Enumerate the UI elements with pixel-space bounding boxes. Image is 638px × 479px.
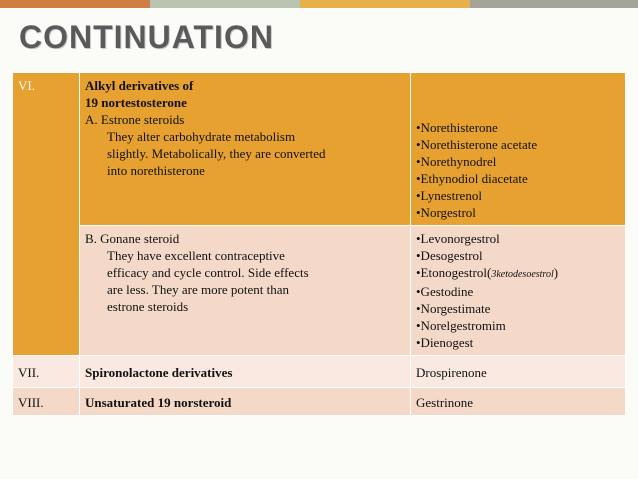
drug-item: •Norelgestromim [416, 318, 506, 333]
drug-item: •Norethisterone acetate [416, 137, 538, 152]
table-row [13, 388, 626, 416]
cell-gonane-steroid [80, 226, 411, 356]
drug-item: •Lynestrenol [416, 188, 482, 203]
subclass-a-desc-line: They alter carbohydrate metabolism [107, 129, 296, 144]
class-name-vii: Spironolactone derivatives [80, 356, 411, 388]
drug-item [416, 264, 620, 283]
subclass-b-desc-line: efficacy and cycle control. Side effects [107, 265, 309, 280]
drug-item: •Norgestrol [416, 205, 476, 220]
cell-estrone-steroids [80, 73, 411, 226]
drug-item-close: ) [553, 265, 559, 280]
class-heading-line2: 19 nortestosterone [85, 95, 187, 110]
subclass-a-desc-line: slightly. Metabolically, they are converted [107, 146, 326, 161]
subclass-b-label: B. Gonane steroid [85, 231, 180, 246]
drug-item: •Desogestrol [416, 248, 483, 263]
subclass-b-desc-line: estrone steroids [107, 299, 189, 314]
steroid-table [12, 72, 626, 416]
cell-gonane-drugs [411, 226, 626, 356]
table-row [13, 356, 626, 388]
subclass-b-desc-line: are less. They are more potent than [107, 282, 290, 297]
subclass-a-desc-line: into norethisterone [107, 163, 205, 178]
top-stripe-gray [470, 0, 638, 8]
drug-item: •Dienogest [416, 335, 474, 350]
drug-viii: Gestrinone [411, 388, 626, 416]
drug-item: •Ethynodiol diacetate [416, 171, 528, 186]
drug-item-name: •Etonogestrol( [416, 265, 492, 280]
drug-item: •Norgestimate [416, 301, 491, 316]
table-row [13, 226, 626, 356]
row-number-vii: VII. [13, 356, 80, 388]
table-row [13, 73, 626, 226]
drug-item: •Norethynodrel [416, 154, 497, 169]
class-heading-line1: Alkyl derivatives of [85, 78, 194, 93]
drug-item: •Gestodine [416, 284, 474, 299]
page-title: CONTINUATION [19, 19, 274, 55]
drug-vii: Drospirenone [411, 356, 626, 388]
cell-estrone-drugs [411, 73, 626, 226]
row-number-vi: VI. [13, 73, 80, 356]
top-stripe-sage [150, 0, 300, 8]
row-number-viii: VIII. [13, 388, 80, 416]
drug-item: •Levonorgestrol [416, 231, 500, 246]
top-stripe-orange [0, 0, 150, 8]
drug-item-note: 3ketodesoestrol [491, 269, 554, 280]
subclass-b-desc-line: They have excellent contraceptive [107, 248, 285, 263]
drug-item: •Norethisterone [416, 120, 498, 135]
top-stripe-gold [300, 0, 470, 8]
class-name-viii: Unsaturated 19 norsteroid [80, 388, 411, 416]
subclass-a-label: A. Estrone steroids [85, 112, 185, 127]
